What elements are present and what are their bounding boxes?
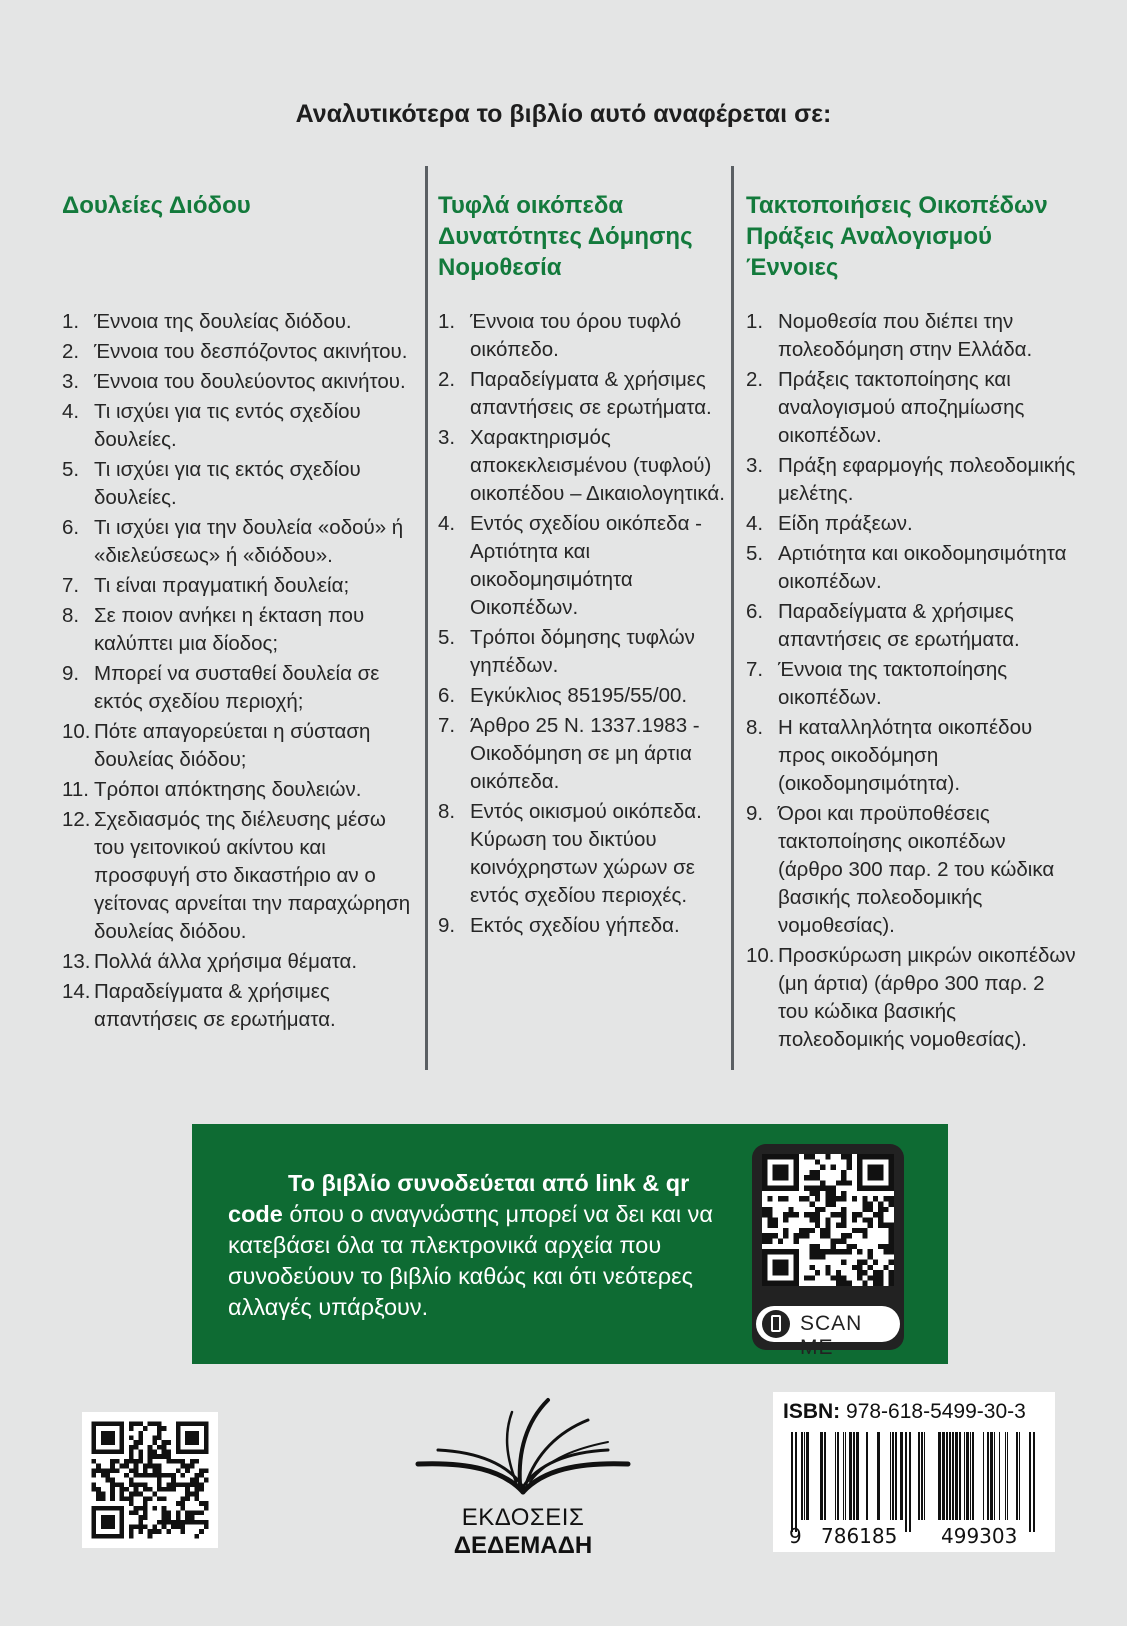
- list-item: [438, 510, 726, 622]
- list-item-number: 9.: [62, 662, 80, 685]
- phone-icon: [762, 1310, 790, 1338]
- column-title: Τακτοποιήσεις Οικοπέδων Πράξεις Αναλογισμού Έννοιες: [746, 192, 1048, 281]
- list-item-number: 11.: [62, 778, 89, 801]
- list-item-number: 1.: [62, 310, 80, 333]
- list-item: [62, 398, 418, 454]
- promo-bold-text: Το βιβλίο συνοδεύεται από link & qr code: [228, 1170, 690, 1227]
- column-divider: [731, 166, 734, 1070]
- list-item-text: Πολλά άλλα χρήσιμα θέματα.: [94, 950, 358, 973]
- list-item-text: Σχεδιασμός της διέλευσης μέσω του γειτονικού ακίντου και προσφυγή στο δικαστήριο αν ο γείτονας αρνείται την παραχώρηση δουλείας διόδου.: [94, 808, 411, 943]
- list-item-number: 2.: [746, 368, 764, 391]
- list-item: [62, 660, 418, 716]
- publisher-brand: ΔΕΔΕΜΑΔΗ: [453, 1532, 593, 1559]
- list-item: [746, 510, 1076, 538]
- list-item-text: Όροι και προϋποθέσεις τακτοποίησης οικοπέδων (άρθρο 300 παρ. 2 του κώδικα βασικής πολεοδομικής νομοθεσίας).: [778, 802, 1055, 937]
- promo-text: [228, 1168, 718, 1323]
- list-item-text: Εγκύκλιος 85195/55/00.: [470, 684, 688, 707]
- list-item: [438, 366, 726, 422]
- list-item-number: 8.: [746, 716, 764, 739]
- list-item-number: 6.: [746, 600, 764, 623]
- list-item: [746, 714, 1076, 798]
- list-item-number: 14.: [62, 980, 91, 1003]
- list-item-text: Προσκύρωση μικρών οικοπέδων (μη άρτια) (άρθρο 300 παρ. 2 του κώδικα βασικής πολεοδομικής νομοθεσίας).: [778, 944, 1076, 1051]
- column-easements: [62, 168, 418, 1068]
- list-item-text: Τι ισχύει για την δουλεία «οδού» ή «διελεύσεως» ή «διόδου».: [94, 516, 404, 567]
- list-item-text: Μπορεί να συσταθεί δουλεία σε εκτός σχεδίου περιοχή;: [94, 662, 380, 713]
- qr-code-icon[interactable]: [82, 1412, 218, 1548]
- list-item-number: 2.: [438, 368, 456, 391]
- page-heading: Αναλυτικότερα το βιβλίο αυτό αναφέρεται σε:: [295, 100, 832, 128]
- barcode-digit-group-left: 786185: [821, 1524, 898, 1548]
- list-item: [746, 366, 1076, 450]
- list-item-text: Χαρακτηρισμός αποκεκλεισμένου (τυφλού) οικοπέδου – Δικαιολογητικά.: [470, 426, 725, 505]
- list-item: [62, 572, 418, 600]
- list-item-text: Τι ισχύει για τις εντός σχεδίου δουλείες.: [94, 400, 361, 451]
- scan-me-label: SCAN ME: [800, 1312, 863, 1359]
- list-item-number: 3.: [62, 370, 80, 393]
- list-item-text: Εκτός σχεδίου γήπεδα.: [470, 914, 680, 937]
- list-item-number: 1.: [438, 310, 456, 333]
- list-item-number: 5.: [438, 626, 456, 649]
- list-item-number: 7.: [62, 574, 80, 597]
- column-blind-plots: [438, 168, 726, 1068]
- list-item: [438, 712, 726, 796]
- list-item-number: 13.: [62, 950, 91, 973]
- list-item-text: Παραδείγματα & χρήσιμες απαντήσεις σε ερωτήματα.: [470, 368, 712, 419]
- list-item-text: Η καταλληλότητα οικοπέδου προς οικοδόμηση (οικοδομησιμότητα).: [778, 716, 1033, 795]
- qr-code-icon[interactable]: [762, 1154, 894, 1286]
- topic-list: [746, 308, 1076, 1056]
- list-item: [62, 978, 418, 1034]
- list-item: [438, 798, 726, 910]
- list-item: [62, 338, 418, 366]
- isbn-barcode-box: [773, 1392, 1055, 1552]
- list-item-text: Τι ισχύει για τις εκτός σχεδίου δουλείες.: [94, 458, 361, 509]
- list-item-number: 5.: [746, 542, 764, 565]
- list-item: [746, 656, 1076, 712]
- list-item: [746, 942, 1076, 1054]
- list-item-number: 5.: [62, 458, 80, 481]
- list-item-text: Έννοια της τακτοποίησης οικοπέδων.: [778, 658, 1008, 709]
- list-item: [746, 308, 1076, 364]
- list-item-number: 4.: [62, 400, 80, 423]
- list-item-text: Παραδείγματα & χρήσιμες απαντήσεις σε ερωτήματα.: [778, 600, 1020, 651]
- list-item: [746, 452, 1076, 508]
- list-item-number: 7.: [438, 714, 456, 737]
- list-item-text: Έννοια του δουλεύοντος ακινήτου.: [94, 370, 406, 393]
- list-item-number: 3.: [438, 426, 456, 449]
- promo-body-text: όπου ο αναγνώστης μπορεί να δει και να κατεβάσει όλα τα πλεκτρονικά αρχεία που συνοδεύουν το βιβλίο καθώς και ότι νεότερες αλλαγές υπάρξουν.: [228, 1201, 713, 1320]
- list-item-number: 1.: [746, 310, 764, 333]
- list-item-text: Έννοια της δουλείας διόδου.: [94, 310, 352, 333]
- list-item-text: Τι είναι πραγματική δουλεία;: [94, 574, 350, 597]
- list-item: [746, 540, 1076, 596]
- topic-list: [438, 308, 726, 942]
- list-item-number: 10.: [62, 720, 91, 743]
- list-item-text: Εντός οικισμού οικόπεδα. Κύρωση του δικτύου κοινόχρηστων χώρων σε εντός σχεδίου περιοχές.: [470, 800, 702, 907]
- list-item-text: Άρθρο 25 Ν. 1337.1983 - Οικοδόμηση σε μη άρτια οικόπεδα.: [470, 714, 700, 793]
- list-item-number: 7.: [746, 658, 764, 681]
- list-item-number: 9.: [746, 802, 764, 825]
- isbn-number: 978-618-5499-30-3: [846, 1400, 1026, 1423]
- publisher-name: [408, 1504, 638, 1560]
- list-item-text: Πράξη εφαρμογής πολεοδομικής μελέτης.: [778, 454, 1076, 505]
- list-item-text: Παραδείγματα & χρήσιμες απαντήσεις σε ερωτήματα.: [94, 980, 336, 1031]
- list-item-text: Έννοια του δεσπόζοντος ακινήτου.: [94, 340, 408, 363]
- publisher-prefix: ΕΚΔΟΣΕΙΣ: [461, 1504, 585, 1531]
- barcode-digit-left: 9: [789, 1524, 802, 1548]
- barcode-icon: [783, 1432, 1045, 1532]
- list-item: [62, 806, 418, 946]
- barcode-digit-group-right: 499303: [941, 1524, 1018, 1548]
- list-item-text: Είδη πράξεων.: [778, 512, 913, 535]
- list-item-text: Τρόποι δόμησης τυφλών γηπέδων.: [470, 626, 695, 677]
- list-item-text: Πράξεις τακτοποίησης και αναλογισμού αποζημίωσης οικοπέδων.: [778, 368, 1025, 447]
- list-item: [438, 624, 726, 680]
- list-item-number: 4.: [438, 512, 456, 535]
- list-item: [438, 682, 726, 710]
- topic-list: [62, 308, 418, 1036]
- list-item-text: Σε ποιον ανήκει η έκταση που καλύπτει μια δίοδος;: [94, 604, 365, 655]
- list-item-number: 12.: [62, 808, 91, 831]
- list-item: [62, 308, 418, 336]
- list-item-text: Νομοθεσία που διέπει την πολεοδόμηση στην Ελλάδα.: [778, 310, 1033, 361]
- list-item: [62, 776, 418, 804]
- scan-me-pill: [756, 1306, 900, 1359]
- column-plot-arrangements: [746, 168, 1076, 1068]
- list-item: [438, 912, 726, 940]
- list-item: [62, 456, 418, 512]
- list-item-number: 8.: [438, 800, 456, 823]
- isbn-label: [783, 1400, 1026, 1424]
- list-item: [62, 718, 418, 774]
- list-item: [746, 800, 1076, 940]
- list-item: [62, 602, 418, 658]
- promo-box: [192, 1124, 948, 1364]
- publisher-logo: [408, 1392, 638, 1559]
- isbn-label-prefix: ISBN:: [783, 1400, 841, 1423]
- list-item-number: 2.: [62, 340, 80, 363]
- list-item-text: Έννοια του όρου τυφλό οικόπεδο.: [470, 310, 682, 361]
- list-item: [438, 308, 726, 364]
- column-divider: [425, 166, 428, 1070]
- list-item: [746, 598, 1076, 654]
- list-item: [62, 368, 418, 396]
- scan-me-card[interactable]: [752, 1144, 904, 1359]
- list-item-text: Πότε απαγορεύεται η σύσταση δουλείας διόδου;: [94, 720, 371, 771]
- list-item: [438, 424, 726, 508]
- open-book-logo-icon: [408, 1392, 638, 1502]
- list-item-number: 3.: [746, 454, 764, 477]
- list-item-number: 4.: [746, 512, 764, 535]
- list-item-number: 8.: [62, 604, 80, 627]
- column-title: Τυφλά οικόπεδα Δυνατότητες Δόμησης Νομοθεσία: [438, 192, 693, 281]
- list-item-number: 6.: [438, 684, 456, 707]
- list-item-number: 9.: [438, 914, 456, 937]
- list-item-text: Εντός σχεδίου οικόπεδα - Αρτιότητα και οικοδομησιμότητα Οικοπέδων.: [470, 512, 702, 619]
- list-item-number: 6.: [62, 516, 80, 539]
- list-item-text: Αρτιότητα και οικοδομησιμότητα οικοπέδων.: [778, 542, 1067, 593]
- list-item: [62, 514, 418, 570]
- list-item: [62, 948, 418, 976]
- list-item-number: 10.: [746, 944, 775, 967]
- column-title: Δουλείες Διόδου: [62, 192, 251, 219]
- list-item-text: Τρόποι απόκτησης δουλειών.: [94, 778, 362, 801]
